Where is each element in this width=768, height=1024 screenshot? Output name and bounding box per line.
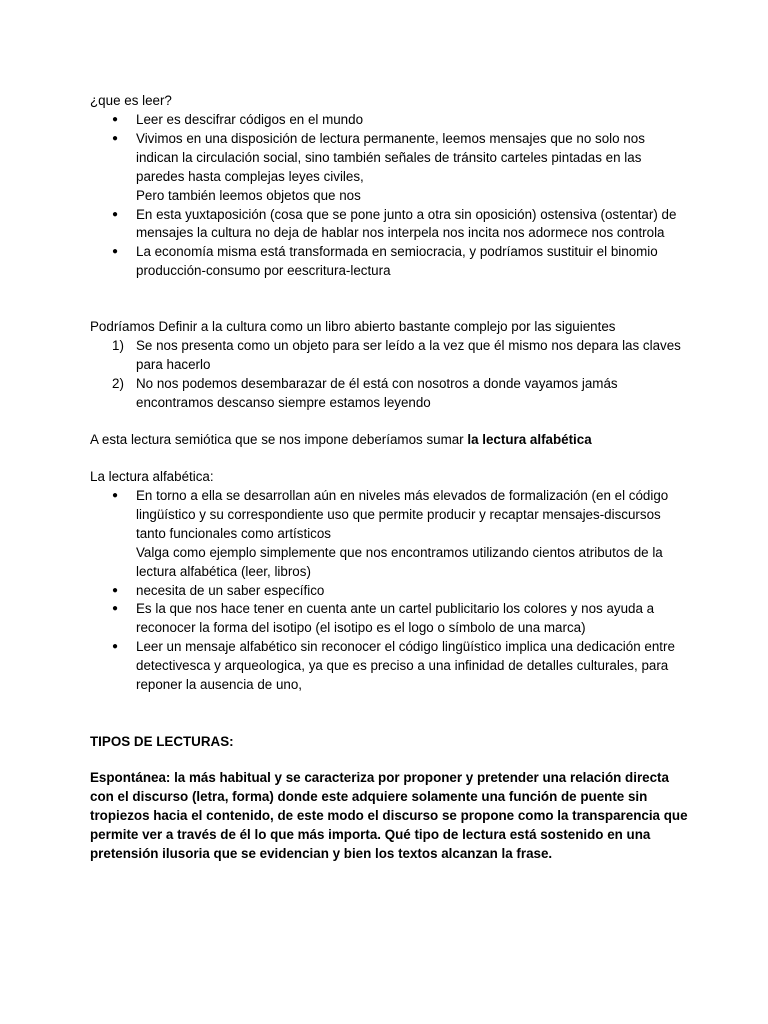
- list-item-continuation: Pero también leemos objetos que nos: [136, 187, 361, 203]
- list-number: 1): [112, 338, 124, 353]
- list-item: [90, 638, 690, 695]
- list-item-text: En torno a ella se desarrollan aún en niveles más elevados de formalización (en el código lingüístico y su correspondiente uso que permite producir y recaptar mensajes-discursos tanto funcionales como artísticos: [136, 488, 669, 541]
- bold-phrase: la lectura alfabética: [467, 432, 592, 447]
- list-item: [90, 111, 690, 130]
- list-item-text: No nos podemos desembarazar de él está con nosotros a donde vayamos jamás encontramos descanso siempre estamos leyendo: [136, 375, 618, 410]
- list-item: [90, 243, 690, 281]
- list-item: [90, 375, 690, 413]
- section-heading-que-es-leer: ¿que es leer?: [90, 93, 172, 108]
- list-item-text: Se nos presenta como un objeto para ser leído a la vez que él mismo nos depara las claves para hacerlo: [136, 338, 681, 372]
- list-item-continuation: Valga como ejemplo simplemente que nos encontramos utilizando cientos atributos de la lectura alfabética (leer, libros): [136, 544, 663, 579]
- list-item-text: En esta yuxtaposición (cosa que se pone junto a otra sin oposición) ostensiva (ostentar) de mensajes la cultura no deja de hablar nos interpela nos incita nos adormece nos controla: [136, 206, 677, 241]
- section-heading-lectura-alfabetica: La lectura alfabética:: [90, 469, 214, 484]
- paragraph-espontanea: Espontánea: la más habitual y se caracteriza por proponer y pretender una relación directa con el discurso (letra, forma) donde este adquiere solamente una función de puente sin tropiezos hacia el contenido, de este modo el discurso se propone como la transparencia que permite ver a través de él lo que más importa. Qué tipo de lectura está sostenido en una pretensión ilusoria que se evidencian y bien los textos alcanzan la frase.: [90, 770, 688, 861]
- list-item-text: La economía misma está transformada en semiocracia, y podríamos sustituir el binomio producción-consumo por eescritura-lectura: [136, 244, 658, 279]
- list-item-text: Vivimos en una disposición de lectura permanente, leemos mensajes que no solo nos indican la circulación social, sino también señales de tránsito carteles pintadas en las paredes hasta complejas leyes civiles,: [136, 130, 645, 184]
- numbered-list-cultura: [90, 337, 690, 413]
- list-item: [90, 206, 690, 244]
- list-item: [90, 582, 690, 601]
- list-item-text: necesita de un saber específico: [136, 582, 325, 598]
- paragraph-cultura-intro: Podríamos Definir a la cultura como un libro abierto bastante complejo por las siguientes: [90, 319, 616, 334]
- list-number: 2): [112, 375, 124, 391]
- list-item: [90, 487, 690, 582]
- bullet-list-que-es-leer: [90, 111, 690, 281]
- list-item: [90, 600, 690, 638]
- paragraph-lectura-semiotica: [90, 431, 690, 450]
- section-heading-tipos-de-lecturas: TIPOS DE LECTURAS:: [90, 734, 234, 749]
- list-item-text: Es la que nos hace tener en cuenta ante un cartel publicitario los colores y nos ayuda a reconocer la forma del isotipo (el isotipo es el logo o símbolo de una marca): [136, 601, 655, 636]
- bullet-list-lectura-alfabetica: [90, 487, 690, 695]
- paragraph-text: A esta lectura semiótica que se nos impone deberíamos sumar: [90, 432, 468, 447]
- list-item: [90, 337, 690, 375]
- list-item: [90, 130, 690, 206]
- list-item-text: Leer un mensaje alfabético sin reconocer el código lingüístico implica una dedicación entre detectivesca y arqueologica, ya que es preciso a una infinidad de detalles culturales, para reponer la ausencia de uno,: [136, 639, 675, 693]
- list-item-text: Leer es descifrar códigos en el mundo: [136, 112, 364, 127]
